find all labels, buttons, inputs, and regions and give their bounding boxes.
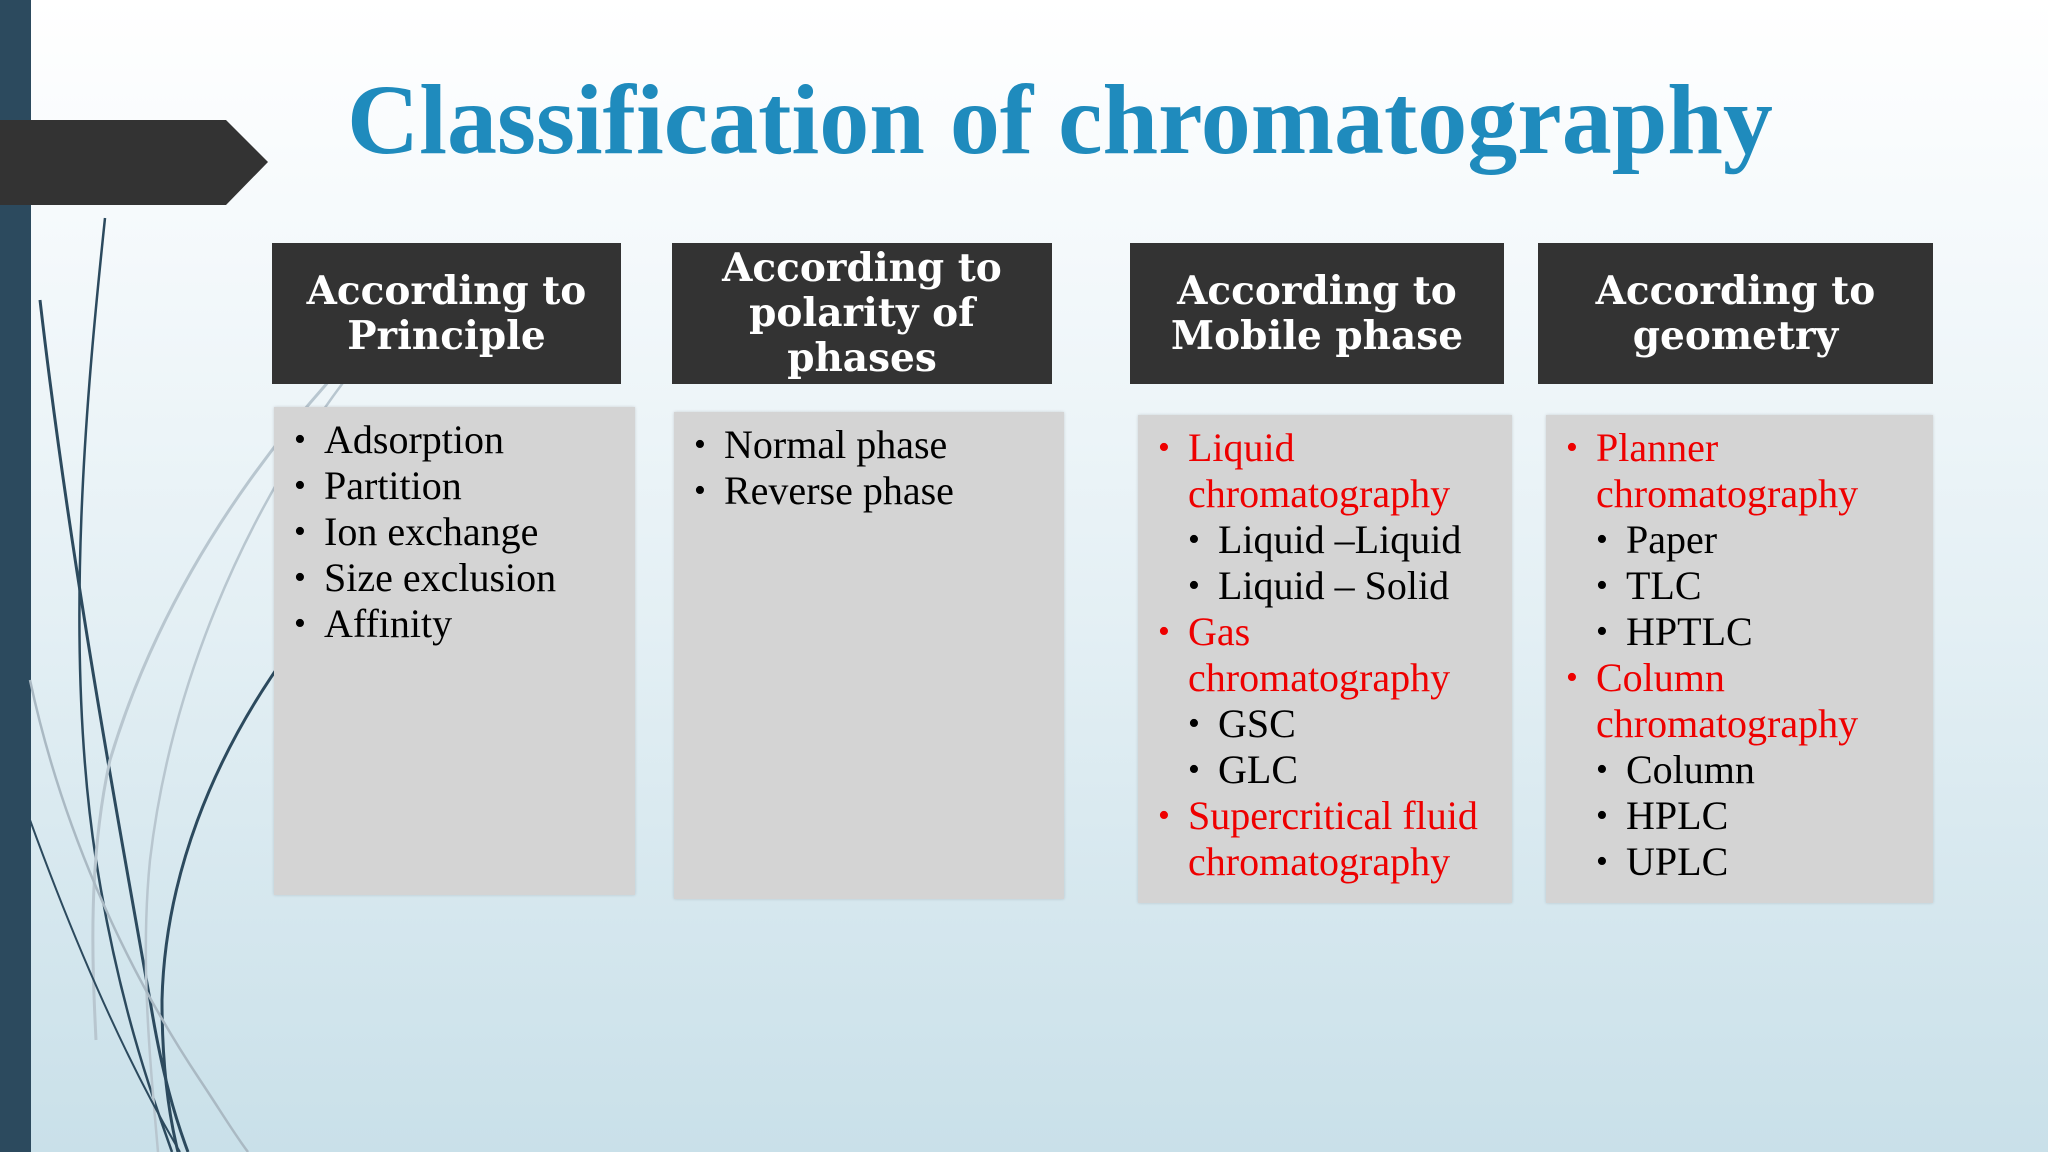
list-item: • Size exclusion [294, 555, 621, 601]
slide-title: Classification of chromatography [347, 64, 1773, 175]
sub-item: • Column [1596, 747, 1919, 793]
column-header-line: According to [1595, 267, 1876, 314]
column-header-line: According to [306, 267, 587, 314]
column-box-mobile-phase [1138, 415, 1512, 903]
list-item: • Normal phase [694, 422, 1050, 468]
column-box-polarity [674, 412, 1064, 899]
sub-item: • GLC [1188, 747, 1498, 793]
sub-item: • Paper [1596, 517, 1919, 563]
column-header-geometry [1538, 243, 1933, 384]
column-header-mobile-phase [1130, 243, 1504, 384]
list-item: • Adsorption [294, 417, 621, 463]
sub-item: • HPLC [1596, 793, 1919, 839]
column-header-line: According to [722, 245, 1002, 291]
sub-item: • Liquid – Solid [1188, 563, 1498, 609]
sub-item: • UPLC [1596, 839, 1919, 885]
column-header-line: Principle [347, 312, 546, 359]
title-arrow-tab [0, 120, 268, 205]
bullet-list [1566, 425, 1919, 885]
column-box-geometry [1546, 415, 1933, 903]
column-header-principle [272, 243, 621, 384]
sub-item: • GSC [1188, 701, 1498, 747]
list-item: • Affinity [294, 601, 621, 647]
column-header-polarity [672, 243, 1052, 384]
sub-item: • Liquid –Liquid [1188, 517, 1498, 563]
column-header-line: geometry [1632, 312, 1839, 359]
column-header-line: According to [1177, 267, 1457, 314]
list-item: • Ion exchange [294, 509, 621, 555]
category-item: • Column chromatography [1566, 655, 1919, 747]
category-item: • Planner chromatography [1566, 425, 1919, 517]
column-box-principle [274, 407, 635, 895]
category-item: • Supercritical fluid chromatography [1158, 793, 1498, 885]
bullet-list [294, 417, 621, 647]
category-item: • Gas chromatography [1158, 609, 1498, 701]
bullet-list [1158, 425, 1498, 885]
list-item: • Partition [294, 463, 621, 509]
sub-item: • HPTLC [1596, 609, 1919, 655]
category-item: • Liquid chromatography [1158, 425, 1498, 517]
column-header-line: polarity of phases [749, 290, 975, 381]
bullet-list [694, 422, 1050, 514]
sub-item: • TLC [1596, 563, 1919, 609]
column-header-line: Mobile phase [1170, 312, 1464, 359]
list-item: • Reverse phase [694, 468, 1050, 514]
